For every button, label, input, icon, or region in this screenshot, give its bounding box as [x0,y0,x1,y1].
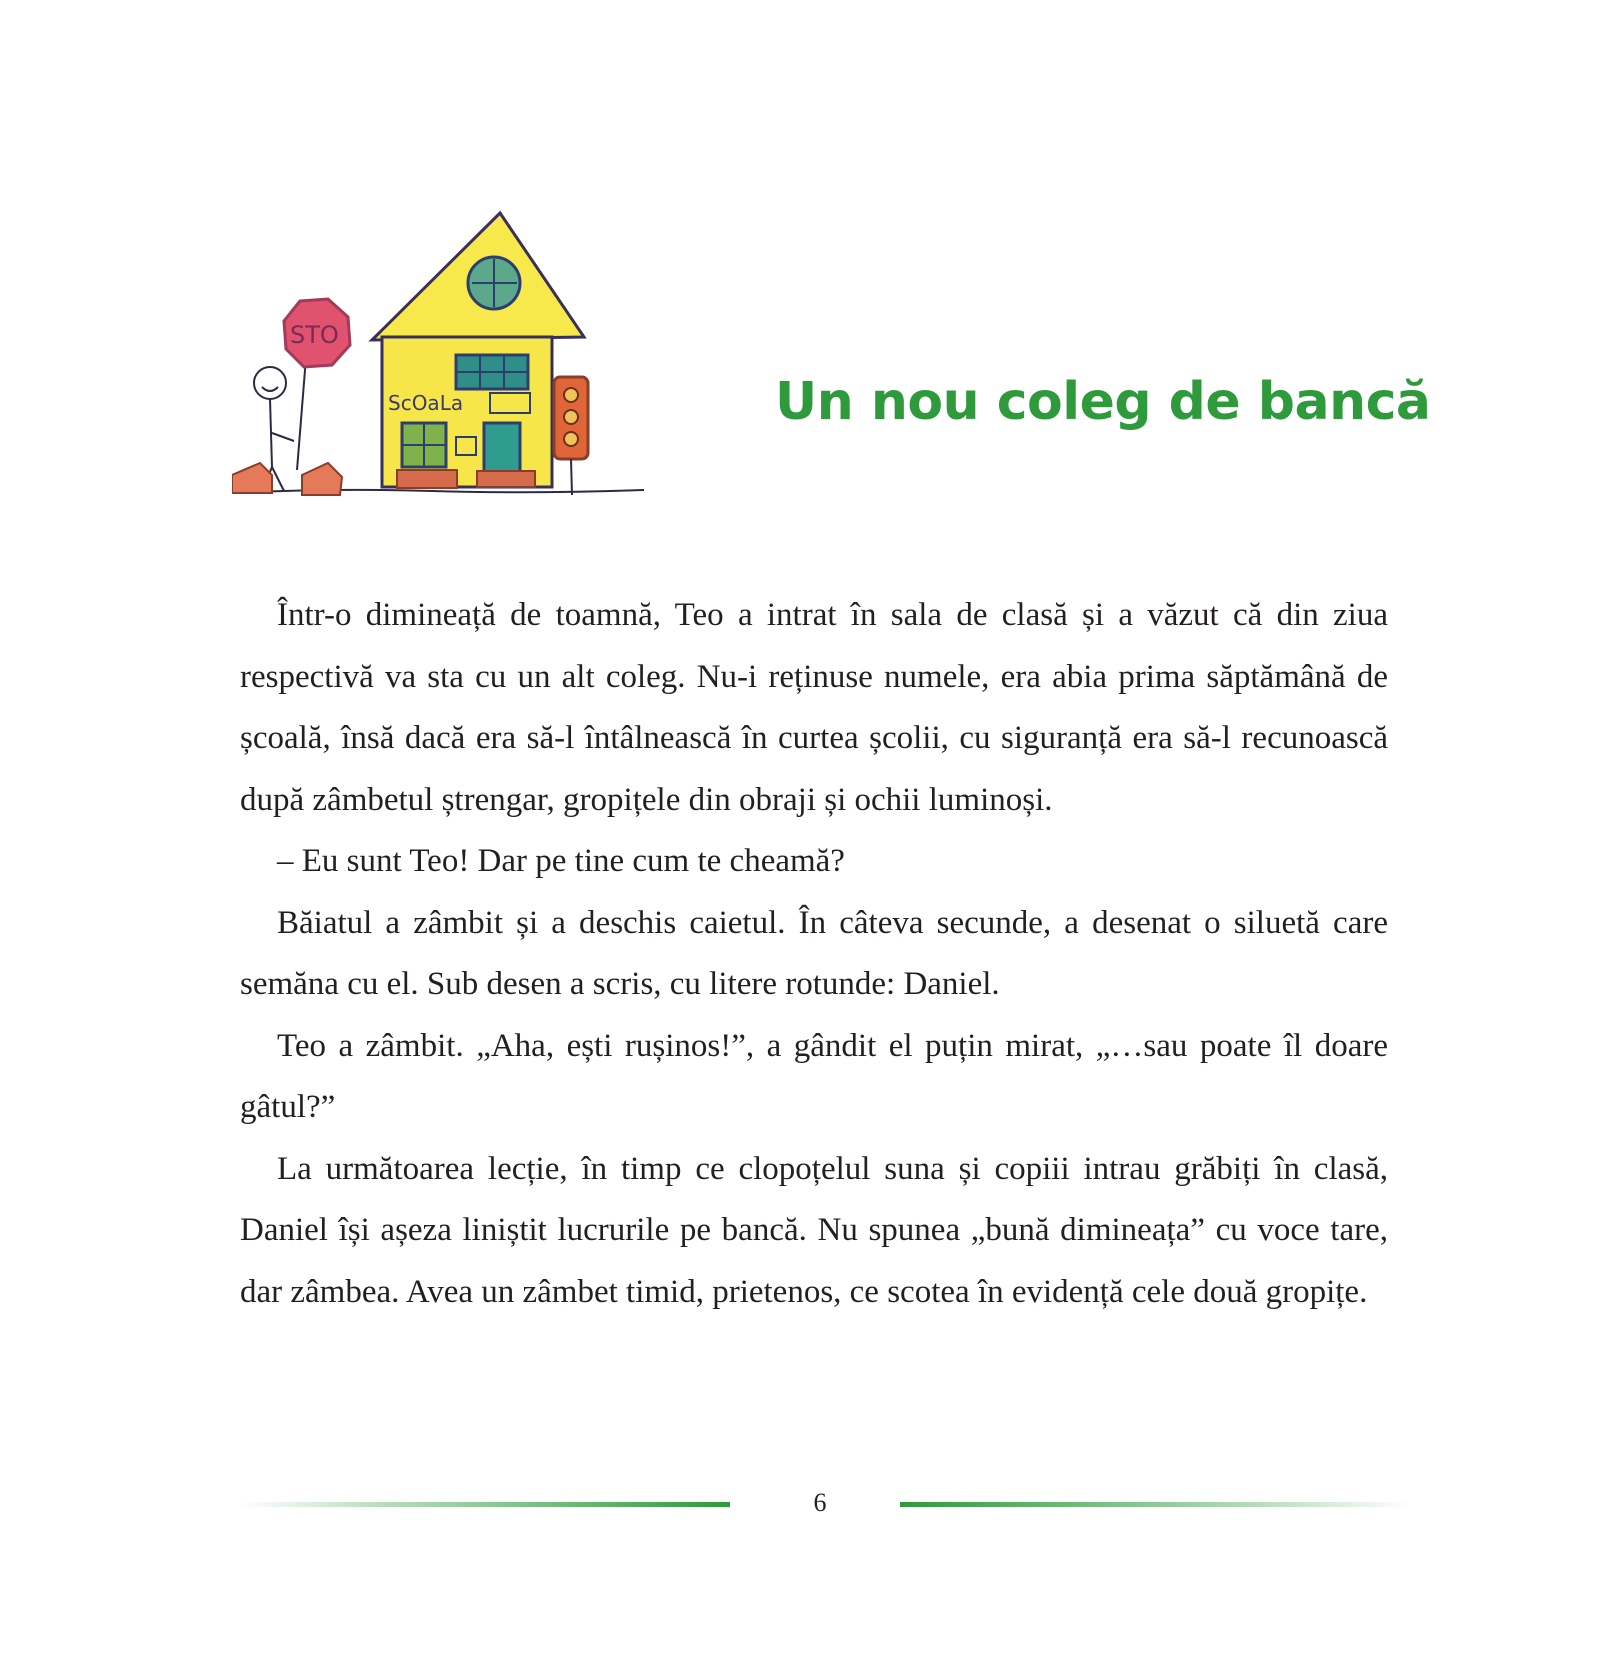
house-sign-text: ScOaLa [388,391,464,415]
child-drawing-school-house-icon [232,205,644,535]
paragraph: Teo a zâmbit. „Aha, ești rușinos!”, a gândit el puțin mirat, „…sau poate îl doare gâtul?” [240,1027,1388,1125]
chapter-title: Un nou coleg de bancă [775,372,1431,432]
paragraph: Băiatul a zâmbit și a deschis caietul. În câteva secunde, a desenat o siluetă care semăna cu el. Sub desen a scris, cu litere rotunde: Daniel. [240,904,1388,1002]
paragraph: – Eu sunt Teo! Dar pe tine cum te cheamă? [277,843,845,879]
footer-rule-left [240,1502,730,1507]
school-house-drawing [232,205,644,535]
stop-sign-text: STO [290,321,339,349]
paragraph: La următoarea lecție, în timp ce clopoțelul suna și copiii intrau grăbiți în clasă, Daniel își așeza liniștit lucrurile pe bancă. Nu spunea „bună dimineața” cu voce tare, dar zâmbea. Avea un zâmbet timid, prietenos, ce scotea în evidență cele două gropițe. [240,1150,1388,1310]
footer-rule-right [900,1502,1410,1507]
paragraph: Într-o dimineață de toamnă, Teo a intrat în sala de clasă și a văzut că din ziua respectivă va sta cu un alt coleg. Nu-i reținuse numele, era abia prima săptămână de școală, însă dacă era să-l întâlnească în curtea școlii, cu siguranță era să-l recunoască după zâmbetul ștrengar, gropițele din obraji și ochii luminoși. [240,597,1388,818]
page-footer [240,1488,1410,1518]
page-number: 6 [813,1488,827,1517]
chapter-body [240,585,1388,1323]
